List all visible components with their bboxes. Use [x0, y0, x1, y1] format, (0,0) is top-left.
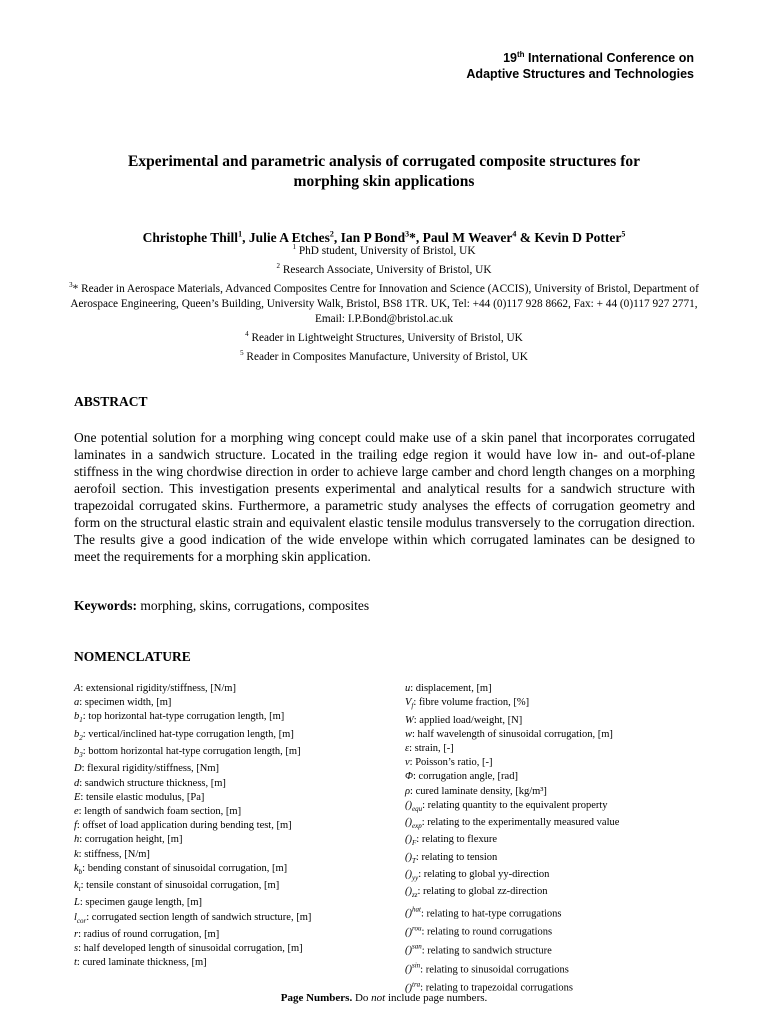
symbol-base: Φ: [405, 771, 413, 783]
nomenclature-item: [405, 742, 619, 756]
nomenclature-item: [74, 848, 311, 862]
symbol-base: (): [405, 851, 412, 863]
affiliation: [60, 240, 708, 259]
nomenclature-symbol: [405, 942, 422, 957]
symbol-base: a: [74, 697, 80, 709]
nomenclature-item: [74, 728, 311, 745]
nomenclature-description: : relating to global yy-direction: [418, 868, 550, 880]
symbol-superscript: sin: [412, 961, 421, 970]
nomenclature-item: [74, 805, 311, 819]
nomenclature-item: [74, 696, 311, 710]
author-affiliation-number: 2: [329, 229, 334, 238]
footer-italic: not: [371, 992, 386, 1004]
affiliation-list: [60, 240, 708, 365]
symbol-subscript: equ: [412, 804, 423, 813]
symbol-base: w: [405, 728, 413, 740]
nomenclature-symbol: [74, 746, 83, 760]
symbol-base: (): [405, 964, 412, 976]
nomenclature-item: [405, 682, 619, 696]
symbol-base: (): [405, 982, 412, 994]
symbol-base: A: [74, 683, 81, 694]
nomenclature-heading: NOMENCLATURE: [74, 649, 191, 664]
symbol-base: D: [74, 763, 82, 775]
symbol-subscript: 1: [79, 716, 83, 725]
nomenclature-description: : tensile elastic modulus, [Pa]: [80, 791, 205, 803]
symbol-base: (): [405, 868, 412, 880]
symbol-base: t: [74, 957, 77, 969]
author-affiliation-number: 4: [512, 229, 517, 238]
symbol-base: (): [405, 945, 412, 957]
nomenclature-symbol: [405, 834, 417, 848]
nomenclature-item: [74, 862, 311, 879]
nomenclature-description: : strain, [-]: [409, 742, 454, 754]
symbol-base: L: [74, 897, 80, 909]
symbol-base: r: [74, 928, 79, 940]
symbol-base: d: [74, 777, 80, 789]
nomenclature-description: : relating quantity to the equivalent property: [422, 799, 608, 811]
nomenclature-description: : half developed length of sinusoidal corrugation, [m]: [78, 943, 303, 955]
affiliation: [60, 327, 708, 346]
nomenclature-description: : corrugation angle, [rad]: [413, 771, 518, 783]
nomenclature-description: : sandwich structure thickness, [m]: [79, 777, 226, 789]
nomenclature-symbol: [74, 729, 83, 740]
nomenclature-symbol: [405, 886, 418, 900]
symbol-superscript: rou: [412, 924, 422, 933]
nomenclature-description: : relating to tension: [415, 851, 498, 863]
conference-line-1-text: International Conference on: [524, 51, 694, 66]
symbol-subscript: exp: [412, 822, 422, 831]
nomenclature-symbol: [405, 924, 422, 938]
nomenclature-description: : cured laminate thickness, [m]: [76, 957, 207, 969]
nomenclature-item: [74, 942, 311, 956]
author-name: Paul M Weaver: [422, 229, 513, 245]
nomenclature-symbol: [74, 912, 86, 923]
affiliation-number: 4: [245, 330, 249, 339]
nomenclature-symbol: [405, 905, 421, 919]
nomenclature-description: : vertical/inclined hat-type corrugation length, [m]: [82, 728, 294, 740]
affiliation-text: Reader in Lightweight Structures, University of Bristol, UK: [248, 332, 523, 345]
nomenclature-item: [405, 728, 619, 742]
symbol-base: (): [405, 834, 412, 846]
nomenclature-description: : relating to the experimentally measured value: [421, 817, 620, 829]
footer-pre: Do: [352, 992, 372, 1004]
nomenclature-symbol: [74, 863, 82, 874]
affiliation-text: PhD student, University of Bristol, UK: [296, 244, 476, 257]
nomenclature-description: : relating to flexure: [416, 834, 498, 846]
nomenclature-symbol: [405, 961, 421, 976]
conference-line-1: [466, 47, 694, 66]
author-separator: &: [516, 229, 535, 245]
nomenclature-description: : stiffness, [N/m]: [78, 848, 150, 860]
nomenclature-item: [405, 714, 619, 728]
nomenclature-item: [74, 956, 311, 970]
symbol-base: E: [74, 791, 81, 803]
author-affiliation-number: 1: [238, 229, 243, 238]
nomenclature-description: : half wavelength of sinusoidal corrugation, [m]: [412, 728, 613, 740]
symbol-base: (): [405, 926, 412, 938]
symbol-base: (): [405, 799, 412, 811]
conference-edition-suffix: th: [516, 50, 525, 59]
nomenclature-description: : bending constant of sinusoidal corrugation, [m]: [82, 862, 288, 874]
affiliation-text: * Reader in Aerospace Materials, Advanced Composites Centre for Innovation and Science (ACCIS), University of Bristol, Department of Aerospace Engineering, Queen’s Building, University Walk, Bristol, BS8 1TR. UK, Tel: +44 (0)117 928 8662, Fax: + 44 (0)117 927 2771, Email: I.P.Bond@bristol.ac.uk: [70, 282, 699, 326]
symbol-base: h: [74, 834, 80, 846]
keywords-label: Keywords:: [74, 598, 137, 613]
symbol-subscript: zz: [412, 891, 418, 900]
nomenclature-symbol: [405, 852, 416, 863]
nomenclature-item: [74, 710, 311, 727]
author-separator: ,: [242, 229, 249, 245]
nomenclature-description: : extensional rigidity/stiffness, [N/m]: [80, 683, 236, 694]
nomenclature-description: : tensile constant of sinusoidal corrugation, [m]: [80, 880, 280, 892]
symbol-base: k: [74, 848, 79, 860]
nomenclature-right-column: [405, 682, 619, 996]
symbol-base: b: [74, 746, 80, 757]
symbol-subscript: yy: [412, 874, 419, 882]
symbol-subscript: f: [411, 702, 414, 711]
footer-bold: Page Numbers.: [280, 992, 353, 1004]
nomenclature-description: : corrugation height, [m]: [79, 834, 183, 846]
affiliation-number: 5: [240, 349, 244, 358]
nomenclature-item: [405, 799, 619, 816]
nomenclature-description: : bottom horizontal hat-type corrugation length, [m]: [82, 746, 301, 757]
nomenclature-item: [405, 785, 619, 799]
symbol-subscript: F: [412, 839, 417, 848]
abstract-heading: ABSTRACT: [74, 394, 148, 409]
author-name: Ian P Bond: [340, 229, 406, 245]
nomenclature-item: [74, 911, 311, 928]
symbol-base: (): [405, 817, 412, 829]
author-affiliation-number: 5: [621, 229, 626, 238]
symbol-subscript: cor: [76, 916, 87, 925]
nomenclature-symbol: [405, 869, 418, 880]
nomenclature-item: [74, 896, 311, 910]
nomenclature-description: : relating to sandwich structure: [421, 945, 552, 957]
nomenclature-item: [405, 940, 619, 959]
nomenclature-description: : relating to sinusoidal corrugations: [420, 964, 569, 976]
symbol-subscript: 3: [79, 751, 83, 760]
affiliation: [60, 259, 708, 278]
symbol-base: f: [74, 820, 77, 832]
affiliation-text: Reader in Composites Manufacture, University of Bristol, UK: [243, 351, 528, 364]
affiliation-number: 2: [276, 261, 281, 270]
symbol-base: b: [74, 728, 80, 740]
nomenclature-item: [405, 959, 619, 978]
nomenclature-symbol: [405, 771, 413, 782]
footer-post: include page numbers.: [385, 992, 488, 1004]
nomenclature-item: [74, 762, 311, 776]
keywords-text: morphing, skins, corrugations, composites: [137, 598, 370, 613]
symbol-superscript: san: [412, 942, 422, 951]
nomenclature-item: [74, 791, 311, 805]
nomenclature-description: : displacement, [m]: [410, 683, 492, 694]
conference-line-2: Adaptive Structures and Technologies: [466, 67, 694, 82]
nomenclature-left-column: [74, 682, 311, 970]
author-separator: *,: [409, 229, 423, 245]
symbol-base: ρ: [405, 785, 411, 797]
nomenclature-description: : specimen width, [m]: [79, 697, 172, 709]
nomenclature-symbol: [74, 711, 83, 725]
symbol-subscript: 2: [79, 733, 83, 742]
symbol-base: (): [405, 886, 412, 898]
nomenclature-item: [405, 833, 619, 850]
nomenclature-description: : relating to global zz-direction: [417, 886, 548, 898]
affiliation-number: 3: [69, 280, 73, 289]
affiliation-number: 1: [292, 243, 296, 251]
author-affiliation-number: 3: [405, 229, 410, 238]
affiliation-text: Research Associate, University of Bristol, UK: [280, 263, 492, 276]
nomenclature-description: : flexural rigidity/stiffness, [Nm]: [81, 763, 220, 775]
symbol-base: e: [74, 805, 79, 817]
nomenclature-item: [405, 816, 619, 833]
symbol-base: (): [405, 908, 412, 919]
nomenclature-description: : relating to hat-type corrugations: [420, 908, 562, 919]
nomenclature-description: : offset of load application during bending test, [m]: [76, 820, 292, 832]
nomenclature-symbol: [405, 817, 422, 831]
symbol-base: b: [74, 711, 80, 723]
author-name: Julie A Etches: [248, 229, 330, 245]
nomenclature-description: : specimen gauge length, [m]: [79, 897, 203, 909]
symbol-base: W: [405, 714, 414, 726]
nomenclature-item: [405, 885, 619, 902]
nomenclature-item: [405, 851, 619, 868]
nomenclature-description: : relating to round corrugations: [421, 926, 553, 938]
paper-title-line-1: Experimental and parametric analysis of corrugated composite structures for: [128, 153, 640, 170]
nomenclature-symbol: [74, 763, 82, 774]
symbol-base: s: [74, 943, 79, 955]
nomenclature-description: : cured laminate density, [kg/m³]: [410, 785, 547, 797]
nomenclature-item: [74, 833, 311, 847]
symbol-superscript: tra: [412, 980, 421, 989]
nomenclature-item: [405, 696, 619, 713]
nomenclature-symbol: [405, 800, 422, 811]
nomenclature-item: [405, 903, 619, 922]
symbol-base: ε: [405, 742, 410, 754]
nomenclature-description: : relating to trapezoidal corrugations: [420, 982, 573, 994]
nomenclature-item: [405, 770, 619, 784]
symbol-base: k: [74, 880, 79, 892]
nomenclature-item: [405, 868, 619, 885]
abstract-text: One potential solution for a morphing wing concept could make use of a skin panel that incorporates corrugated laminates in a sandwich structure. Located in the trailing edge region it would have low in- and out-of-plane stiffness in the wing chordwise direction in order to achieve large camber and chord length changes on a morphing aerofoil section. This investigation presents experimental and analytical results for a sandwich structure with trapezoidal corrugated skins. Furthermore, a parametric study analyses the effects of corrugation geometry and form on the structural elastic strain and equivalent elastic tensile modulus transversely to the corrugation direction. The results give a good indication of the wide envelope within which corrugated laminates can be designed to meet the requirements for a morphing skin application.: [74, 430, 695, 564]
conference-edition-number: 19: [503, 51, 517, 66]
nomenclature-item: [405, 756, 619, 770]
author-name: Kevin D Potter: [534, 229, 622, 245]
symbol-base: k: [74, 862, 79, 874]
symbol-subscript: T: [412, 856, 416, 865]
paper-title: [60, 152, 708, 192]
nomenclature-description: : Poisson’s ratio, [-]: [409, 757, 493, 769]
nomenclature-item: [74, 819, 311, 833]
nomenclature-symbol: [405, 729, 412, 740]
affiliation: [60, 346, 708, 365]
nomenclature-item: [74, 745, 311, 762]
nomenclature-description: : corrugated section length of sandwich structure, [m]: [86, 911, 312, 923]
nomenclature-description: : radius of round corrugation, [m]: [78, 928, 220, 940]
symbol-base: u: [405, 683, 411, 694]
author-name: Christophe Thill: [142, 229, 239, 245]
author-separator: ,: [333, 229, 341, 245]
symbol-base: V: [405, 697, 412, 709]
page-footer-note: [0, 992, 768, 1004]
affiliation: [60, 278, 708, 327]
nomenclature-symbol: [405, 715, 414, 726]
nomenclature-description: : length of sandwich foam section, [m]: [78, 805, 242, 817]
symbol-base: ν: [405, 757, 410, 769]
nomenclature-description: : top horizontal hat-type corrugation length, [m]: [82, 711, 285, 723]
paper-title-line-2: morphing skin applications: [293, 173, 475, 190]
nomenclature-description: : applied load/weight, [N]: [413, 714, 523, 726]
conference-header: [466, 47, 694, 82]
symbol-subscript: b: [78, 867, 83, 876]
nomenclature-item: [74, 879, 311, 896]
nomenclature-item: [74, 777, 311, 791]
keywords: [74, 598, 369, 614]
nomenclature-item: [405, 921, 619, 940]
symbol-base: l: [74, 911, 77, 923]
nomenclature-item: [74, 682, 311, 696]
symbol-superscript: hat: [412, 905, 421, 914]
symbol-subscript: t: [78, 885, 81, 894]
nomenclature-symbol: [74, 880, 81, 894]
nomenclature-description: : fibre volume fraction, [%]: [413, 697, 530, 709]
nomenclature-item: [74, 928, 311, 942]
